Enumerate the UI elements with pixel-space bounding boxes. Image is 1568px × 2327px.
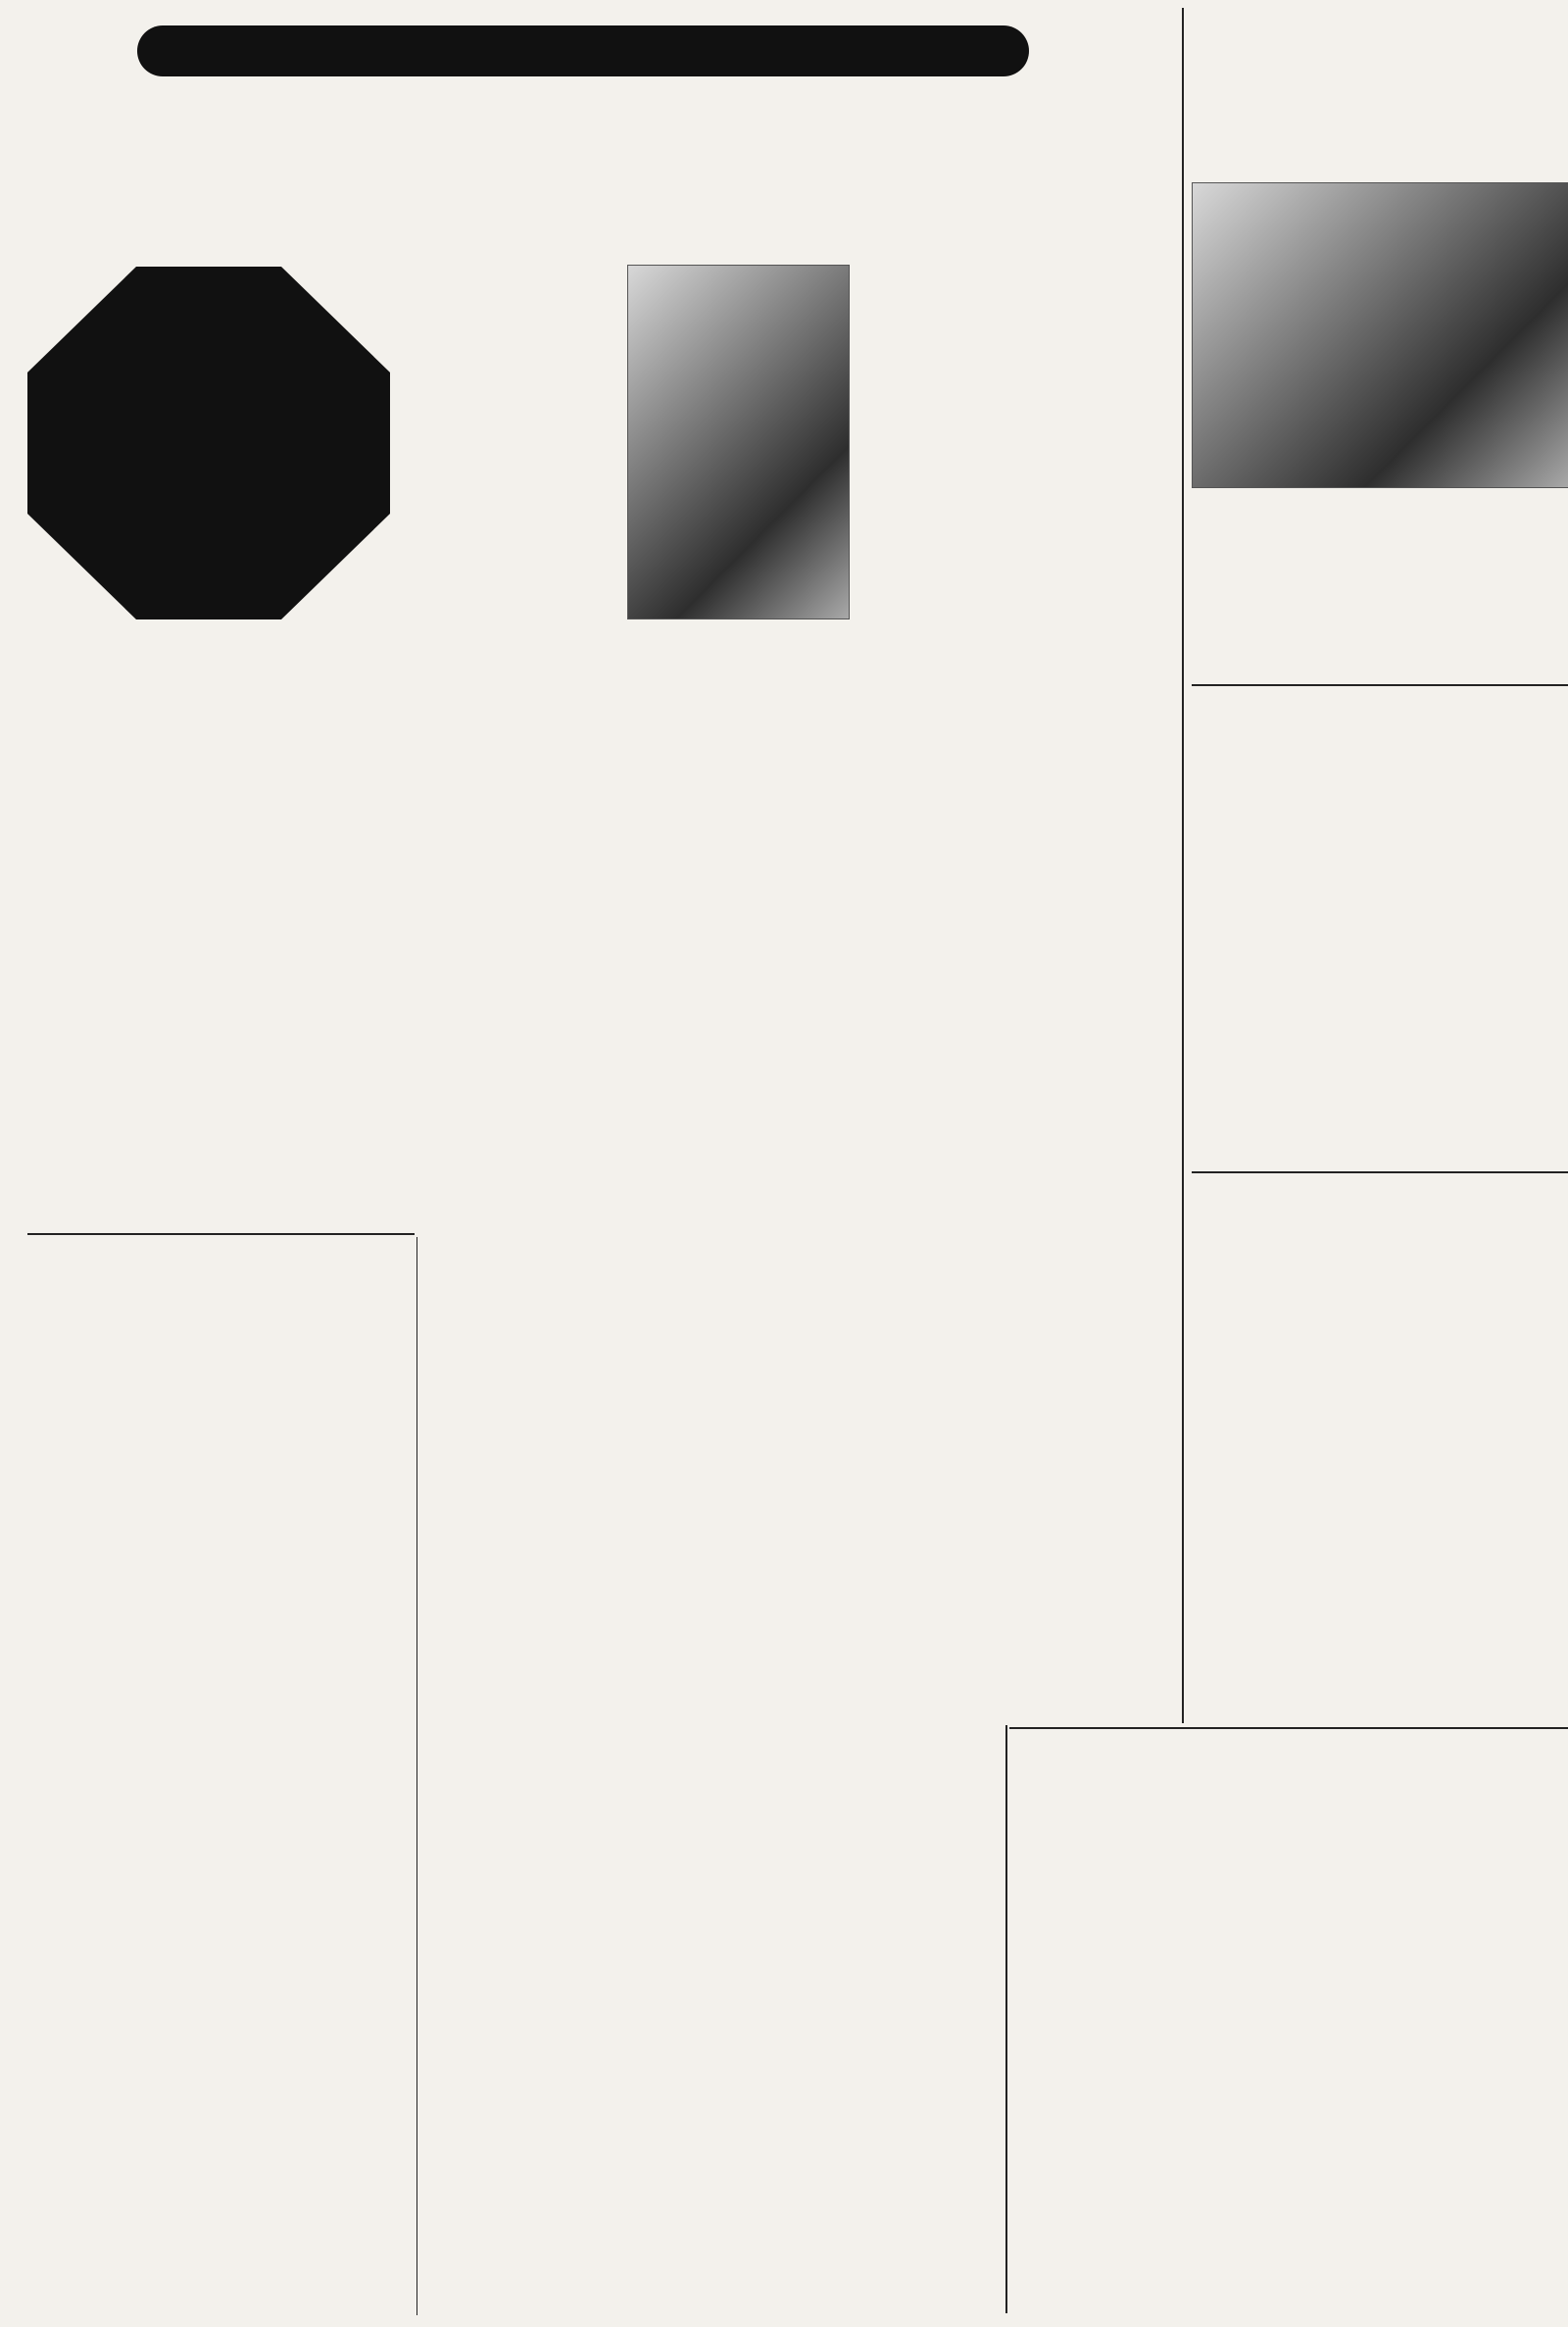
athlete-photo — [627, 265, 850, 619]
column-2 — [218, 701, 404, 1230]
column-rule — [1005, 1725, 1007, 2313]
column-text — [1407, 1784, 1568, 2313]
column-text — [1192, 882, 1378, 1166]
section-rule — [27, 1233, 415, 1235]
section-rule — [1192, 684, 1568, 686]
column-text — [1384, 1353, 1568, 1774]
carter-col-2 — [619, 1510, 806, 2294]
column-text — [423, 1510, 610, 2294]
column-text — [815, 1953, 1002, 2227]
octagon-callout — [27, 267, 390, 619]
column-4 — [627, 647, 813, 853]
section-rule — [1192, 1171, 1568, 1173]
column-rule — [416, 1237, 417, 2315]
column-rule — [1182, 8, 1184, 1723]
column-text — [619, 1770, 806, 2241]
column-text — [27, 1446, 214, 2308]
column-text — [1211, 1931, 1397, 2313]
column-text — [27, 860, 209, 997]
column-text — [1015, 1931, 1201, 2313]
column-text — [825, 633, 1002, 849]
column-5 — [825, 627, 1002, 882]
column-6 — [1009, 265, 1176, 1245]
column-text — [223, 1446, 410, 2308]
column-text — [862, 271, 996, 623]
column-text — [1384, 882, 1568, 1166]
column-text — [1192, 1353, 1378, 1774]
column-text — [27, 1003, 209, 1120]
section-rule — [1009, 1727, 1568, 1729]
column-text — [423, 707, 614, 1197]
column-1 — [27, 701, 209, 1230]
carter-col-3 — [815, 1510, 1002, 2294]
column-text — [815, 1510, 1002, 1784]
column-text — [27, 707, 209, 854]
column-text — [1384, 518, 1568, 684]
lead-text — [27, 627, 410, 696]
column-3 — [423, 701, 614, 1230]
column-text — [815, 1790, 1002, 1947]
omar-photo — [1192, 182, 1568, 488]
column-text — [1192, 518, 1378, 684]
column-text — [423, 271, 615, 616]
column-text — [619, 1510, 806, 1764]
section-banner — [137, 25, 1029, 76]
